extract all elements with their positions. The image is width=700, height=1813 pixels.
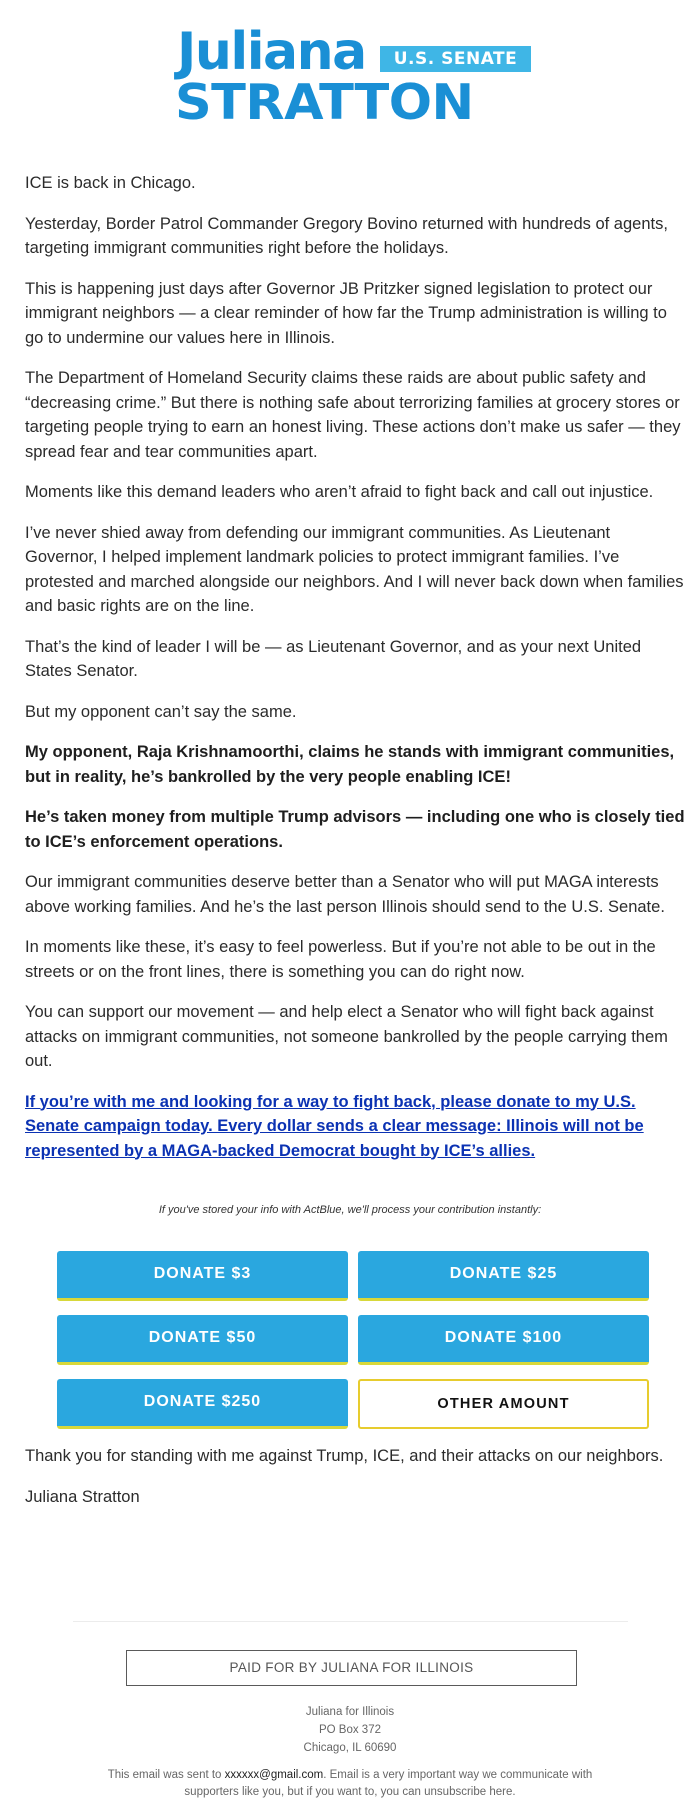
recipient-email: xxxxxx@gmail.com <box>224 1769 324 1781</box>
email-footer <box>90 1767 610 1801</box>
logo-first-name: Juliana <box>177 22 366 82</box>
paragraph: The Department of Homeland Security claims these raids are about public safety and “decreasing crime.” But there is nothing safe about terrorizing families at grocery stores or targeting people trying to earn an honest living. These actions don’t make us safer — they spread fear and tear communities apart. <box>25 369 681 461</box>
closing-section <box>25 1444 685 1525</box>
paragraph: But my opponent can’t say the same. <box>25 702 297 721</box>
other-amount-button[interactable]: OTHER AMOUNT <box>358 1379 649 1429</box>
message-content <box>25 171 685 1179</box>
donate-25-button[interactable]: DONATE $25 <box>358 1251 649 1301</box>
closing-thanks: Thank you for standing with me against Trump, ICE, and their attacks on our neighbors. <box>25 1447 664 1465</box>
donate-3-button[interactable]: DONATE $3 <box>57 1251 348 1301</box>
donate-250-button[interactable]: DONATE $250 <box>57 1379 348 1429</box>
actblue-note: If you've stored your info with ActBlue, we'll process your contribution instantly: <box>158 1204 542 1216</box>
paragraph: This is happening just days after Governor JB Pritzker signed legislation to protect our immigrant neighbors — a clear reminder of how far the Trump administration is willing to go to undermine our values here in Illinois. <box>25 279 667 347</box>
paragraph: Moments like this demand leaders who aren’t afraid to fight back and call out injustice. <box>25 483 654 501</box>
footer-prefix: This email was sent to <box>107 1769 225 1781</box>
paid-for-disclaimer: PAID FOR BY JULIANA FOR ILLINOIS <box>126 1650 577 1686</box>
paragraph: That’s the kind of leader I will be — as Lieutenant Governor, and as your next United States Senator. <box>25 637 642 680</box>
donate-cta-link[interactable]: If you’re with me and looking for a way to fight back, please donate to my U.S. Senate campaign today. Every dollar sends a clear message: Illinois will not be represented by a MAGA-backed Democrat bought by ICE’s allies. <box>25 1092 644 1160</box>
paragraph: In moments like these, it’s easy to feel powerless. But if you’re not able to be out in the streets or on the front lines, there is something you can do right now. <box>25 938 656 981</box>
bold-paragraph: My opponent, Raja Krishnamoorthi, claims he stands with immigrant communities, but in reality, he’s bankrolled by the very people enabling ICE! <box>25 743 675 786</box>
footer-divider <box>73 1621 628 1622</box>
logo-senate-badge: U.S. SENATE <box>380 46 531 72</box>
signature: Juliana Stratton <box>25 1487 140 1506</box>
paragraph: I’ve never shied away from defending our immigrant communities. As Lieutenant Governor, I helped implement landmark policies to protect immigrant families. I’ve protested and marched alongside our neighbors. And I will never back down when families and basic rights are on the line. <box>25 523 684 615</box>
footer-suffix: . Email is a very important way we communicate with supporters like you, but if you want to, you can unsubscribe here. <box>184 1769 593 1798</box>
paragraph: ICE is back in Chicago. <box>25 174 196 192</box>
campaign-logo <box>175 22 535 131</box>
paragraph: You can support our movement — and help elect a Senator who will fight back against attacks on immigrant communities, not someone bankrolled by the people carrying them out. <box>25 1003 668 1070</box>
address-line: PO Box 372 <box>318 1724 381 1736</box>
donate-100-button[interactable]: DONATE $100 <box>358 1315 649 1365</box>
bold-paragraph: He’s taken money from multiple Trump advisors — including one who is closely tied to ICE’s enforcement operations. <box>25 808 685 851</box>
address-line: Juliana for Illinois <box>305 1706 395 1718</box>
paragraph: Our immigrant communities deserve better than a Senator who will put MAGA interests above working families. And he’s the last person Illinois should send to the U.S. Senate. <box>25 873 665 916</box>
address-line: Chicago, IL 60690 <box>303 1742 397 1754</box>
logo-last-name: STRATTON <box>175 74 474 131</box>
paragraph: Yesterday, Border Patrol Commander Gregory Bovino returned with hundreds of agents, targeting immigrant communities right before the holidays. <box>25 214 668 257</box>
mailing-address <box>0 1703 700 1757</box>
donate-50-button[interactable]: DONATE $50 <box>57 1315 348 1365</box>
